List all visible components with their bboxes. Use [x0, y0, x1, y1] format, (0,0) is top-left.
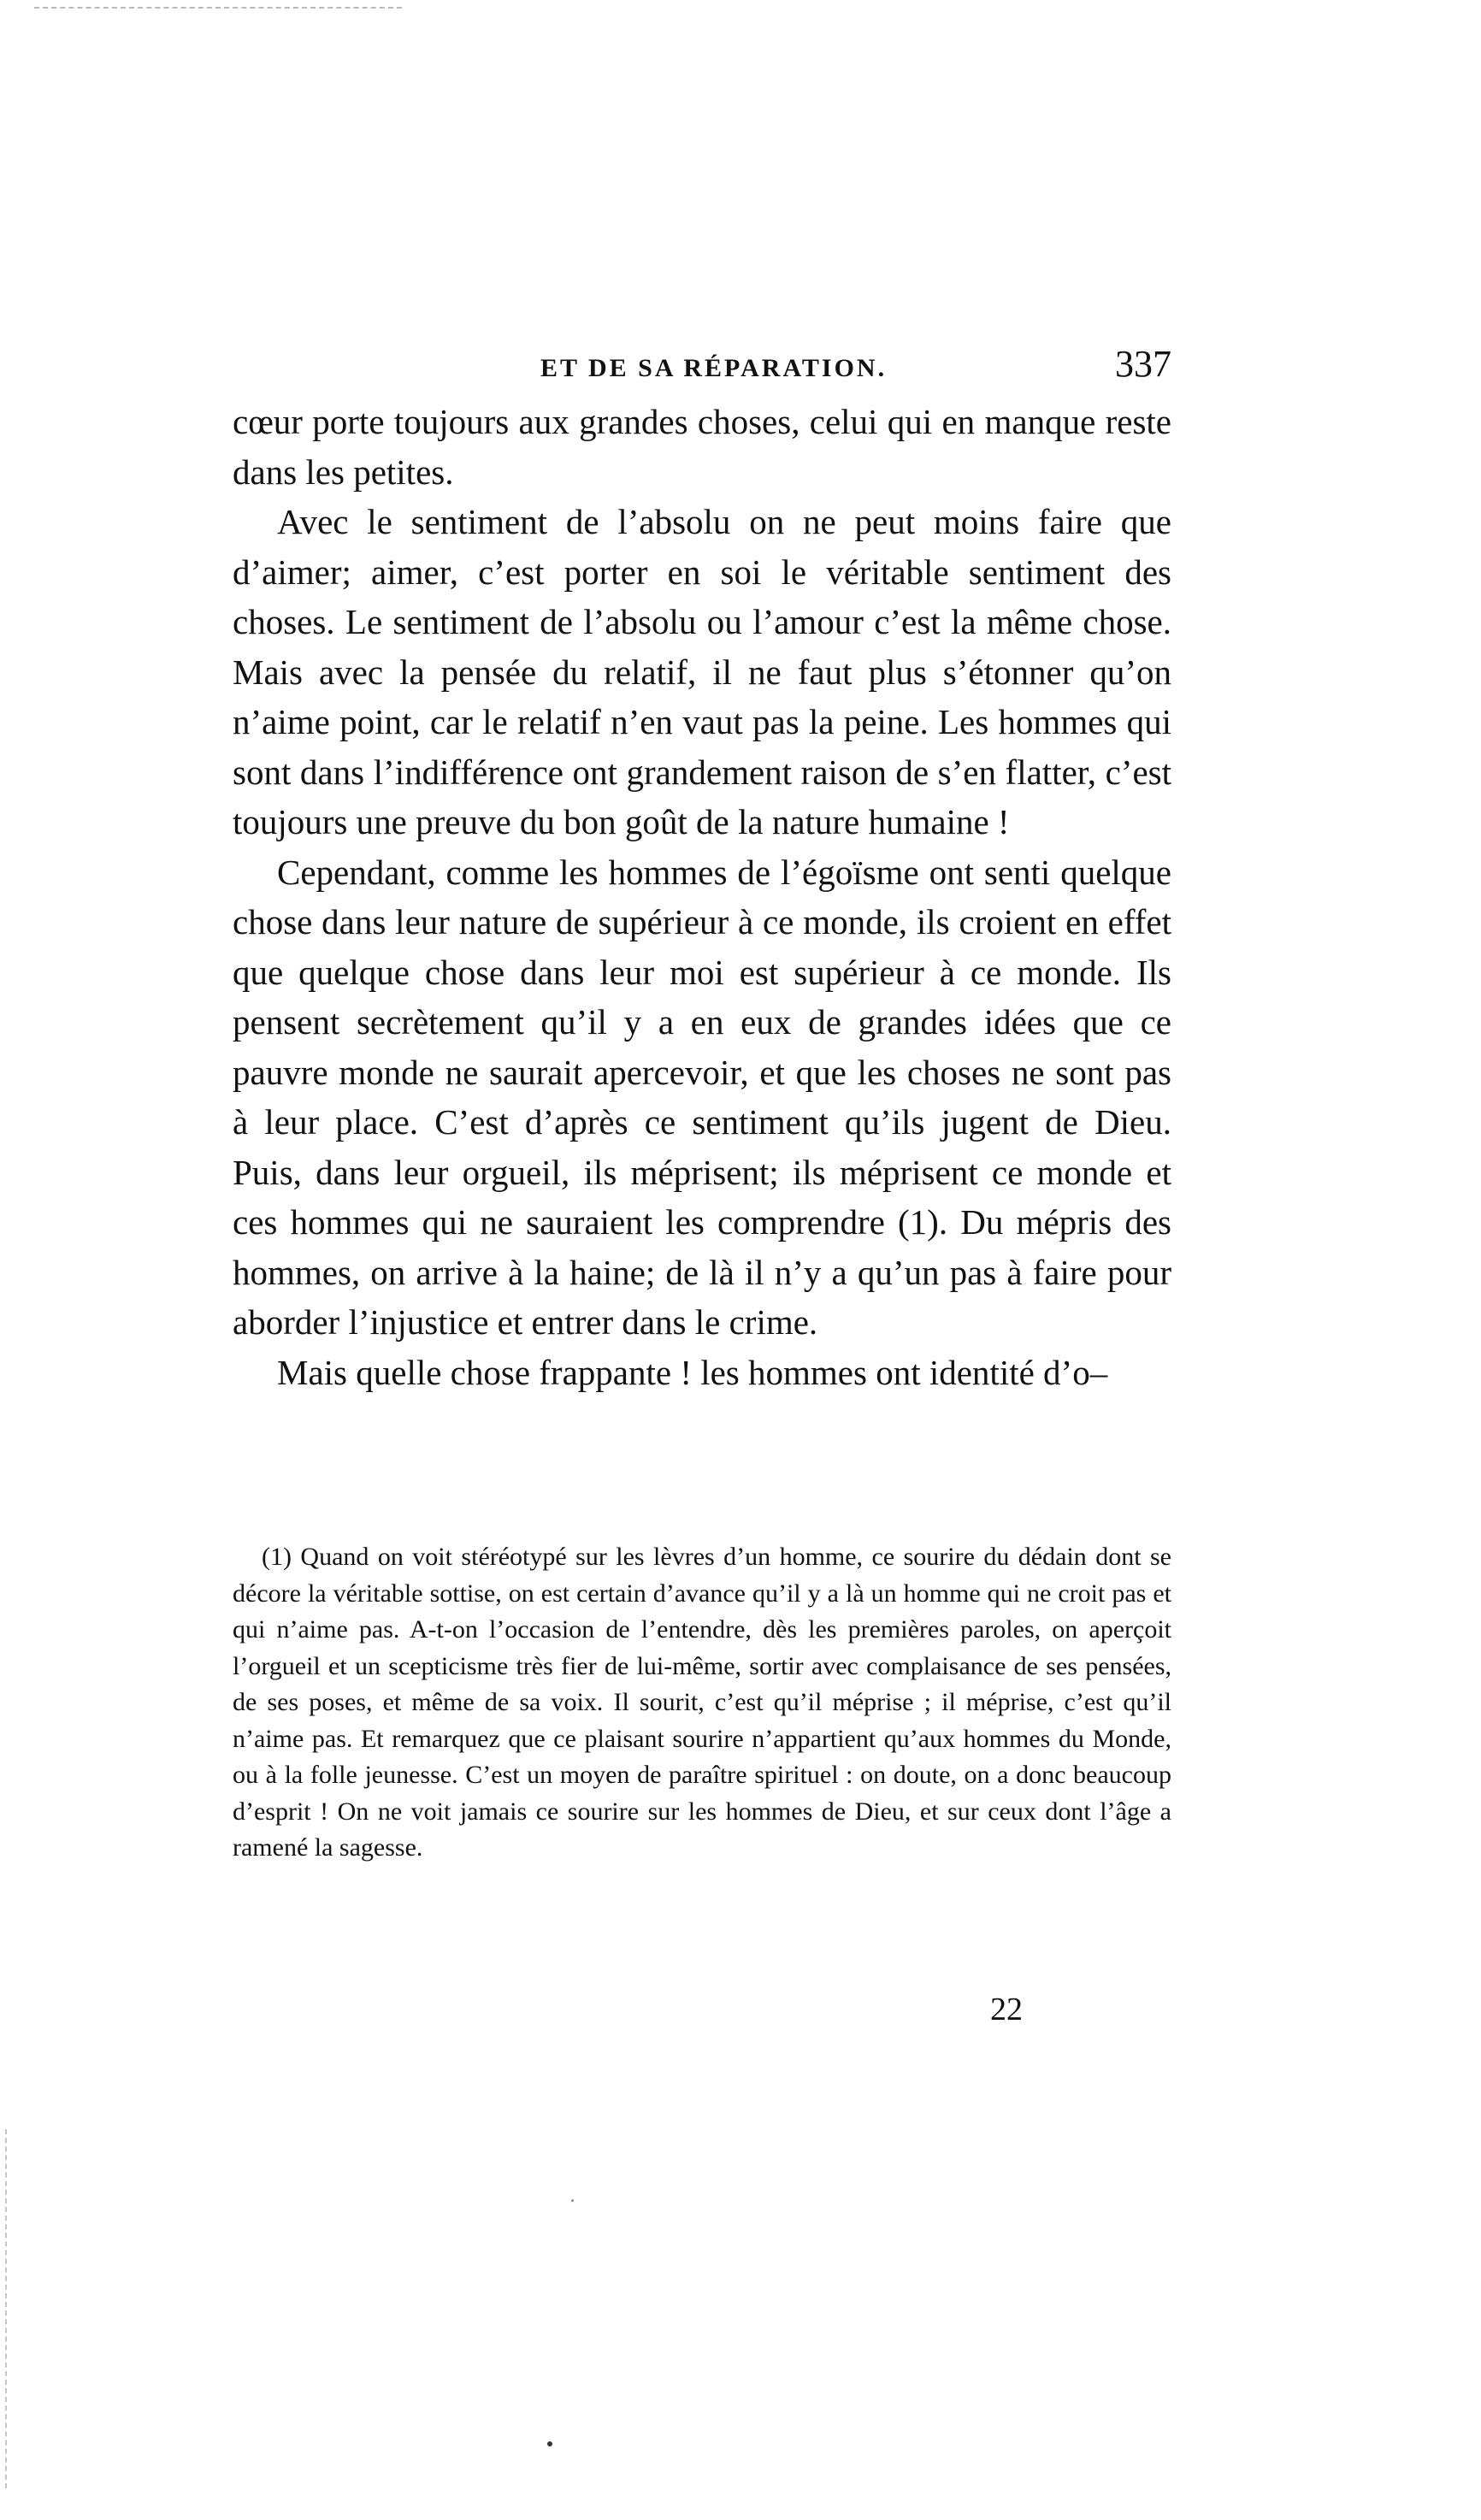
page-header: [233, 342, 1171, 393]
page-number: 337: [1115, 343, 1171, 385]
ink-speck: [547, 2441, 552, 2446]
scan-edge-mark: [34, 7, 402, 9]
footnote: [233, 1539, 1171, 1867]
gathering-signature: 22: [990, 1992, 1023, 2027]
paragraph: Avec le sentiment de l’absolu on ne peut moins faire que d’aimer; aimer, c’est porter en soi le véritable sentiment des choses. Le sentiment de l’absolu ou l’amour c’est la même chose. Mais avec la pensée du relatif, il ne faut plus s’étonner qu’on n’aime point, car le relatif n’en vaut pas la peine. Les hommes qui sont dans l’indifférence ont grandement raison de s’en flatter, c’est toujours une preuve du bon goût de la nature humaine !: [233, 502, 1171, 841]
scan-margin-ticks: [5, 2129, 7, 2488]
running-title: ET DE SA RÉPARATION.: [540, 354, 888, 382]
paragraph: Cependant, comme les hommes de l’égoïsme ont senti quelque chose dans leur nature de supérieur à ce monde, ils croient en effet que quelque chose dans leur moi est supérieur à ce monde. Ils pensent secrètement qu’il y a en eux de grandes idées que ce pauvre monde ne saurait apercevoir, et que les choses ne sont pas à leur place. C’est d’après ce sentiment qu’ils jugent de Dieu. Puis, dans leur orgueil, ils méprisent; ils méprisent ce monde et ces hommes qui ne sauraient les comprendre (1). Du mépris des hommes, on arrive à la haine; de là il n’y a qu’un pas à faire pour aborder l’injustice et entrer dans le crime.: [233, 852, 1171, 1342]
paragraph: Mais quelle chose frappante ! les hommes ont identité d’o–: [277, 1352, 1108, 1392]
main-text: [233, 397, 1171, 1397]
paragraph: cœur porte toujours aux grandes choses, celui qui en manque reste dans les petites.: [233, 402, 1171, 492]
ink-speck: [571, 2199, 574, 2202]
footnote-text: (1) Quand on voit stéréotypé sur les lèvres d’un homme, ce sourire du dédain dont se décore la véritable sottise, on est certain d’avance qu’il y a là un homme qui ne croit pas et qui n’aime pas. A-t-on l’occasion de l’entendre, dès les premières paroles, on aperçoit l’orgueil et un scepticisme très fier de lui-même, sortir avec complaisance de ses pensées, de ses poses, et même de sa voix. Il sourit, c’est qu’il méprise ; il méprise, c’est qu’il n’aime pas. Et remarquez que ce plaisant sourire n’appartient qu’aux hommes du Monde, ou à la folle jeunesse. C’est un moyen de paraître spirituel : on doute, on a donc beaucoup d’esprit ! On ne voit jamais ce sourire sur les hommes de Dieu, et sur ceux dont l’âge a ramené la sagesse.: [233, 1543, 1171, 1862]
